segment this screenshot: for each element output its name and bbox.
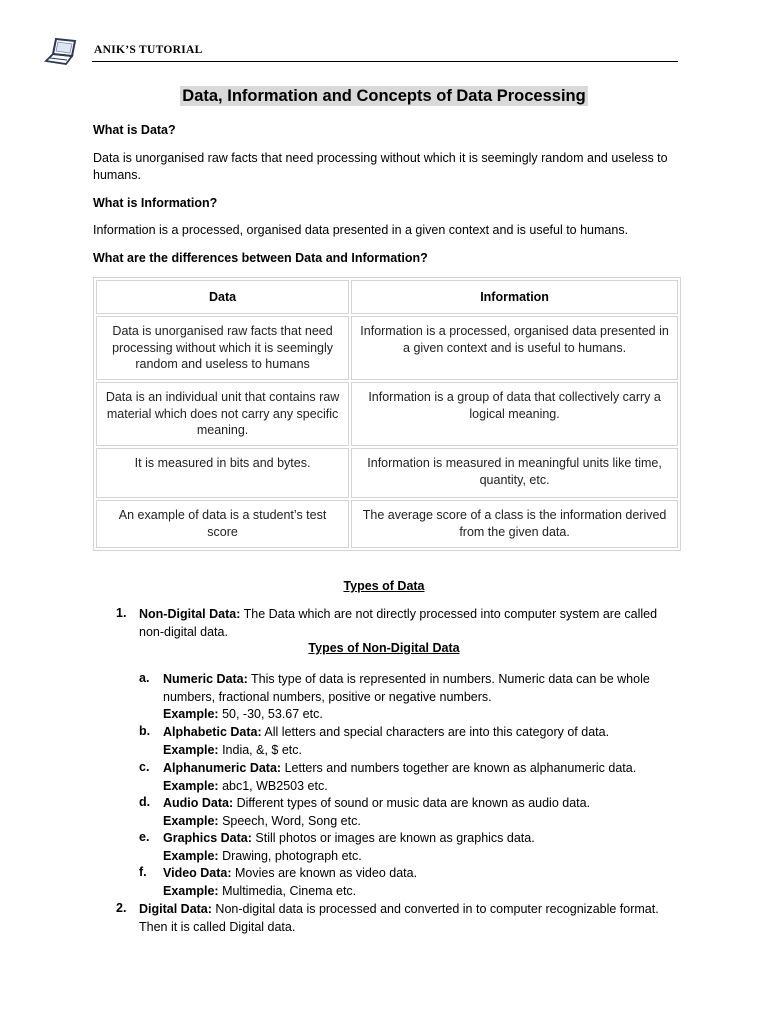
list-letter: a. xyxy=(139,671,150,685)
list-item-video xyxy=(163,865,683,900)
list-item-label: Digital Data: xyxy=(139,902,212,916)
list-item-label: Numeric Data: xyxy=(163,672,248,686)
list-item-alphabetic xyxy=(163,724,683,759)
example-label: Example: xyxy=(163,778,219,793)
table-header-row xyxy=(96,280,678,314)
list-letter: e. xyxy=(139,830,150,844)
list-item-text: Non-digital data is processed and converted in to computer recognizable format. Then it is called Digital data. xyxy=(139,902,659,934)
list-item-numeric xyxy=(163,671,683,724)
table-row xyxy=(96,316,678,380)
example-text: 50, -30, 53.67 etc. xyxy=(218,707,323,721)
list-item-label: Video Data: xyxy=(163,866,232,880)
table-header-information: Information xyxy=(351,280,678,314)
list-number: 2. xyxy=(116,901,127,915)
list-item-text: All letters and special characters are into this category of data. xyxy=(261,725,610,739)
table-row xyxy=(96,448,678,498)
list-item-text: Still photos or images are known as graphics data. xyxy=(251,831,535,845)
list-item-label: Audio Data: xyxy=(163,796,234,810)
laptop-logo-icon xyxy=(44,36,78,68)
list-item-label: Graphics Data: xyxy=(163,831,252,845)
non-digital-subheading: Types of Non-Digital Data xyxy=(308,641,460,655)
list-item-audio xyxy=(163,795,683,830)
brand-name: ANIK’S TUTORIAL xyxy=(94,44,203,56)
page-header xyxy=(44,36,678,66)
header-rule xyxy=(92,61,678,62)
list-item-digital xyxy=(139,901,679,936)
list-item-alphanumeric xyxy=(163,760,683,795)
list-item-label: Alphanumeric Data: xyxy=(163,761,282,775)
example-text: Drawing, photograph etc. xyxy=(218,848,362,863)
question-what-is-data: What is Data? xyxy=(93,123,176,137)
list-item-non-digital xyxy=(139,606,679,641)
table-cell: Information is a group of data that collectively carry a logical meaning. xyxy=(351,382,678,446)
example-text: Speech, Word, Song etc. xyxy=(218,813,361,828)
list-item-text: Movies are known as video data. xyxy=(231,866,418,880)
page-title xyxy=(0,87,768,106)
list-item-text: The Data which are not directly processed into computer system are called non-digital data. xyxy=(139,607,658,639)
list-letter: d. xyxy=(139,795,151,809)
table-cell: Information is measured in meaningful units like time, quantity, etc. xyxy=(351,448,678,498)
example-text: Multimedia, Cinema etc. xyxy=(218,883,357,898)
list-item-label: Alphabetic Data: xyxy=(163,725,262,739)
table-row xyxy=(96,500,678,548)
table-cell: Information is a processed, organised data presented in a given context and is useful to humans. xyxy=(351,316,678,380)
types-of-data-heading: Types of Data xyxy=(343,579,425,593)
list-item-text: Letters and numbers together are known as alphanumeric data. xyxy=(281,761,637,775)
example-label: Example: xyxy=(163,848,219,863)
table-cell: An example of data is a student’s test score xyxy=(96,500,349,548)
example-label: Example: xyxy=(163,707,219,721)
table-cell: It is measured in bits and bytes. xyxy=(96,448,349,498)
table-cell: Data is an individual unit that contains raw material which does not carry any specific meaning. xyxy=(96,382,349,446)
list-letter: b. xyxy=(139,724,151,738)
page-title-text: Data, Information and Concepts of Data Processing xyxy=(182,87,586,105)
answer-what-is-data: Data is unorganised raw facts that need processing without which it is seemingly random and useless to humans. xyxy=(93,151,668,182)
example-text: India, &, $ etc. xyxy=(218,742,302,757)
example-label: Example: xyxy=(163,742,219,757)
answer-what-is-information: Information is a processed, organised data presented in a given context and is useful to humans. xyxy=(93,223,629,237)
list-letter: f. xyxy=(139,865,147,879)
question-differences: What are the differences between Data and Information? xyxy=(93,251,428,265)
example-label: Example: xyxy=(163,883,219,898)
table-cell: Data is unorganised raw facts that need processing without which it is seemingly random and useless to humans xyxy=(96,316,349,380)
example-text: abc1, WB2503 etc. xyxy=(218,778,328,793)
list-letter: c. xyxy=(139,760,150,774)
table-row xyxy=(96,382,678,446)
list-item-text: Different types of sound or music data are known as audio data. xyxy=(233,796,591,810)
example-label: Example: xyxy=(163,813,219,828)
comparison-table xyxy=(93,277,681,551)
table-cell: The average score of a class is the information derived from the given data. xyxy=(351,500,678,548)
question-what-is-information: What is Information? xyxy=(93,196,218,210)
list-number: 1. xyxy=(116,606,127,620)
list-item-label: Non-Digital Data: xyxy=(139,607,241,621)
list-item-text: This type of data is represented in numbers. Numeric data can be whole numbers, fractional numbers, positive or negative numbers. xyxy=(163,672,650,704)
list-item-graphics xyxy=(163,830,683,865)
table-header-data: Data xyxy=(96,280,349,314)
